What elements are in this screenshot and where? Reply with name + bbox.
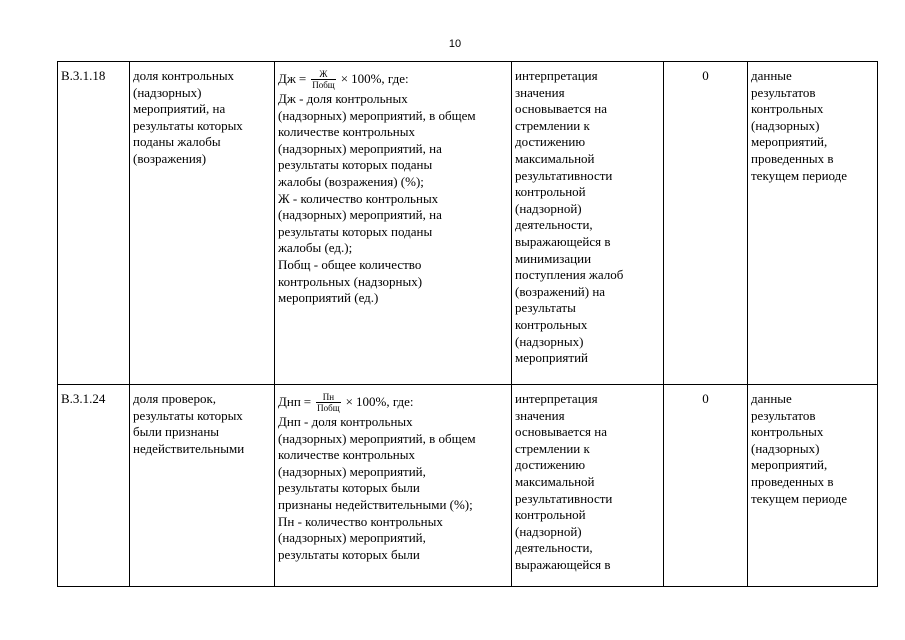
text-line: мероприятий (ед.) [278,290,379,306]
text-line: (надзорных) мероприятий, на [278,207,442,223]
indicator-name [130,385,275,587]
text-line: Дж - доля контрольных [278,91,408,106]
text-line: достижению [515,134,586,150]
formula-fraction [316,392,341,413]
text-line: поступления жалоб [515,267,624,283]
text-line: минимизации [515,250,592,266]
text-line: проведенных в [751,473,834,489]
text-line: результаты которых [133,117,243,133]
formula-tail: , где: [381,71,409,87]
text-line: (надзорных) мероприятий, в общем [278,430,476,446]
text-line: деятельности, [515,217,593,233]
text-line: значения [515,407,565,423]
text-line: значения [515,84,565,100]
text-line: интерпретация [515,68,598,83]
text-line: (надзорных) [751,117,820,133]
text-line: результаты которых были [278,480,420,496]
text-line: признаны недействительными (%); [278,496,473,512]
text-line: результативности [515,167,613,183]
text-line: выражающейся в [515,556,611,572]
text-line: жалобы (ед.); [278,240,353,256]
indicator-interpretation [512,385,664,587]
indicator-source [748,62,878,385]
text-line: основывается на [515,424,607,440]
text-line: жалобы (возражения) (%); [278,173,424,189]
text-line: результаты которых поданы [278,157,433,173]
indicator-formula-cell [275,62,512,385]
text-line: данные [751,391,792,406]
indicator-source [748,385,878,587]
text-line: результаты которых поданы [278,223,433,239]
text-line: контрольной [515,507,586,523]
text-line: контрольных [751,101,824,117]
indicator-interpretation [512,62,664,385]
text-line: максимальной [515,473,595,489]
text-line: (надзорных) [751,440,820,456]
table-row [58,62,878,385]
indicator-formula-cell [275,385,512,587]
indicator-value: 0 [664,385,748,587]
text-line: (надзорных) [133,84,202,100]
formula-times: × [345,394,353,410]
text-line: интерпретация [515,391,598,406]
page-number: 10 [448,38,462,50]
text-line: (надзорных) мероприятий, на [278,140,442,156]
text-line: (надзорных) мероприятий, в общем [278,107,476,123]
formula-equals: = [298,71,307,87]
formula-percent: 100% [351,71,382,87]
text-line: текущем периоде [751,167,848,183]
formula-numerator: Ж [319,69,328,79]
text-line: мероприятий, на [133,101,226,117]
formula-tail: , где: [386,394,414,410]
formula [278,69,508,90]
text-line: мероприятий [515,350,588,366]
text-line: были признаны [133,424,220,440]
text-line: результативности [515,490,613,506]
formula-equals: = [303,394,312,410]
text-line: количестве контрольных [278,124,415,140]
text-line: деятельности, [515,540,593,556]
text-line: контрольных (надзорных) [278,273,423,289]
formula-denominator: Побщ [317,403,340,413]
text-line: Ж - количество контрольных [278,190,439,206]
indicator-value: 0 [664,62,748,385]
text-line: основывается на [515,101,607,117]
text-line: недействительными [133,440,245,456]
text-line: контрольной [515,184,586,200]
table-row [58,385,878,587]
text-line: результаты которых [133,407,243,423]
text-line: (возражения) [133,150,207,166]
formula-times: × [340,71,349,87]
text-line: выражающейся в [515,233,611,249]
text-line: стремлении к [515,440,590,456]
text-line: Побщ - общее количество [278,256,422,272]
text-line: максимальной [515,150,595,166]
text-line: стремлении к [515,117,590,133]
indicators-table [57,61,878,587]
text-line: (надзорных) мероприятий, [278,530,426,546]
indicator-name [130,62,275,385]
text-line: мероприятий, [751,134,828,150]
text-line: контрольных [751,424,824,440]
text-line: поданы жалобы [133,134,221,150]
text-line: результатов [751,407,816,423]
text-line: проведенных в [751,150,834,166]
text-line: (надзорной) [515,523,582,539]
text-line: (надзорной) [515,200,582,216]
text-line: (надзорных) мероприятий, [278,463,426,479]
text-line: мероприятий, [751,457,828,473]
text-line: достижению [515,457,586,473]
text-line: результаты [515,300,576,316]
text-line: Пн - количество контрольных [278,513,443,529]
text-line: количестве контрольных [278,447,415,463]
formula-numerator: Пн [322,392,335,402]
text-line: контрольных [515,316,588,332]
formula-lhs: Дж [278,71,296,87]
formula [278,392,508,413]
formula-lhs: Днп [278,394,301,410]
formula-percent: 100% [356,394,387,410]
formula-denominator: Побщ [312,80,335,90]
text-line: результатов [751,84,816,100]
text-line: (надзорных) [515,333,584,349]
indicator-code: В.3.1.18 [58,62,130,385]
text-line: доля контрольных [133,68,235,83]
text-line: данные [751,68,792,83]
text-line: (возражений) на [515,283,606,299]
indicator-code: В.3.1.24 [58,385,130,587]
text-line: Днп - доля контрольных [278,414,413,429]
formula-fraction [311,69,336,90]
text-line: доля проверок, [133,391,217,406]
text-line: результаты которых были [278,546,420,562]
text-line: текущем периоде [751,490,848,506]
